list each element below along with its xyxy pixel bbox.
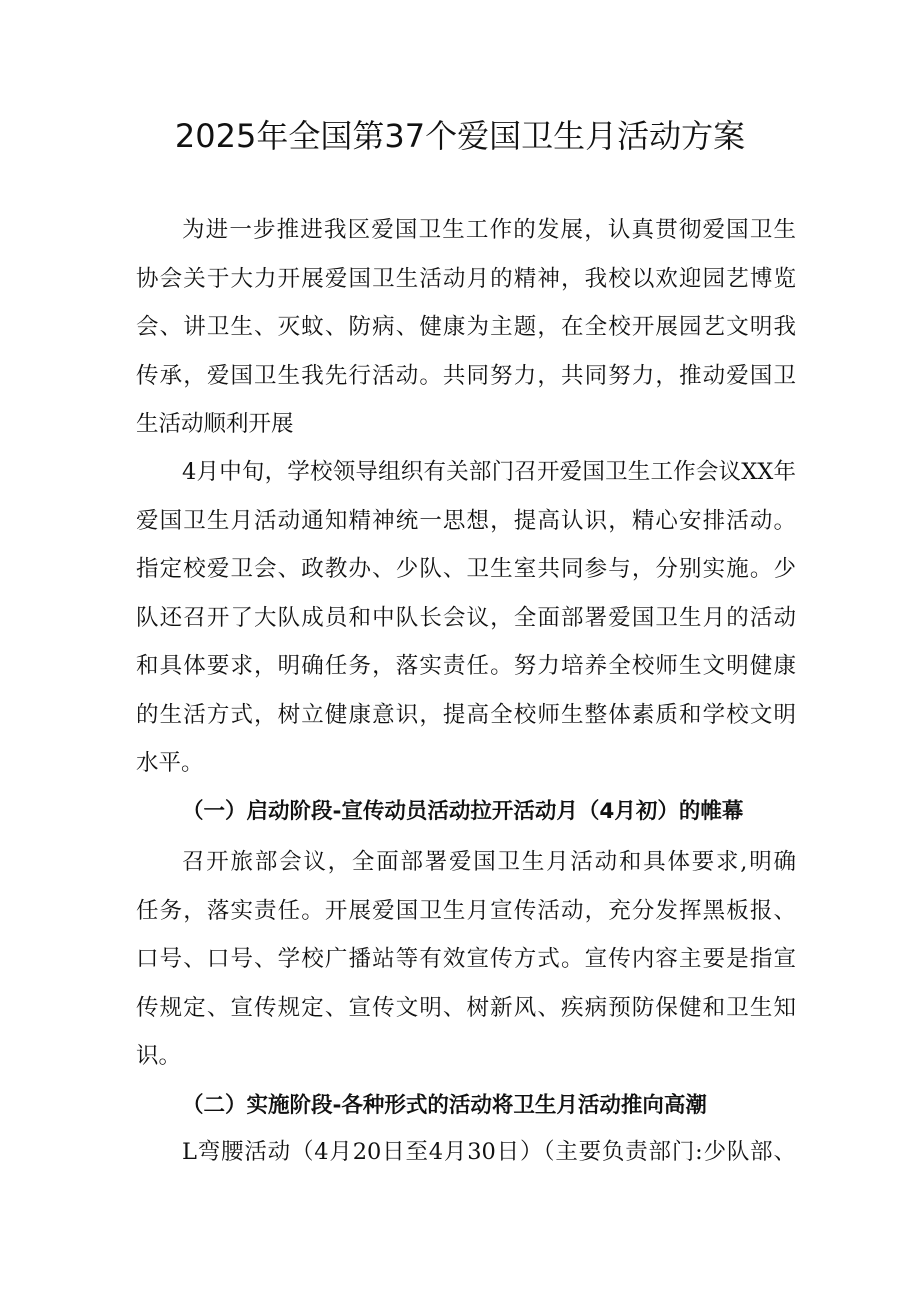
paragraph-line: 召开旅部会议，全面部署爱国卫生月活动和具体要求,明确 xyxy=(182,849,796,875)
paragraph-line: 口号、口号、学校广播站等有效宣传方式。宣传内容主要是指宣 xyxy=(136,946,796,972)
paragraph-line: 为进一步推进我区爱国卫生工作的发展，认真贯彻爱国卫生 xyxy=(182,217,796,243)
paragraph-line: 的生活方式，树立健康意识，提高全校师生整体素质和学校文明 xyxy=(136,701,796,728)
paragraph-line: 指定校爱卫会、政教办、少队、卫生室共同参与，分别实施。少 xyxy=(136,556,796,582)
paragraph-intro xyxy=(136,206,796,449)
paragraph-line: 传规定、宣传规定、宣传文明、树新风、疾病预防保健和卫生知 xyxy=(136,994,796,1021)
paragraph-line: 爱国卫生月活动通知精神统一思想，提高认识，精心安排活动。 xyxy=(136,507,796,534)
paragraph-implementation xyxy=(136,1128,796,1177)
paragraph-line: 和具体要求，明确任务，落实责任。努力培养全校师生文明健康 xyxy=(136,653,796,679)
paragraph-line: 协会关于大力开展爱国卫生活动月的精神，我校以欢迎园艺博览 xyxy=(136,265,796,292)
section-heading-implementation: （二）实施阶段-各种形式的活动将卫生月活动推向高潮 xyxy=(182,1093,707,1118)
paragraph-line: 识。 xyxy=(136,1043,182,1069)
paragraph-line: 水平。 xyxy=(136,750,204,776)
document-title: 2025年全国第37个爱国卫生月活动方案 xyxy=(174,117,746,155)
paragraph-line: 队还召开了大队成员和中队长会议，全面部署爱国卫生月的活动 xyxy=(136,604,796,631)
paragraph-line: 任务，落实责任。开展爱国卫生月宣传活动，充分发挥黑板报、 xyxy=(136,897,796,924)
paragraph-line: 4月中旬，学校领导组织有关部门召开爱国卫生工作会议XX年 xyxy=(182,459,796,485)
paragraph-line: 生活动顺利开展 xyxy=(136,411,294,437)
section-heading-launch: （一）启动阶段-宣传动员活动拉开活动月（4月初）的帷幕 xyxy=(182,799,744,824)
paragraph-launch xyxy=(136,838,796,1081)
paragraph-line: 会、讲卫生、灭蚊、防病、健康为主题，在全校开展园艺文明我 xyxy=(136,314,796,340)
paragraph-line: 传承，爱国卫生我先行活动。共同努力，共同努力，推动爱国卫 xyxy=(136,362,796,389)
paragraph-line: L弯腰活动（4月20日至4月30日）（主要负责部门:少队部、 xyxy=(182,1139,796,1165)
paragraph-meeting xyxy=(136,448,796,788)
